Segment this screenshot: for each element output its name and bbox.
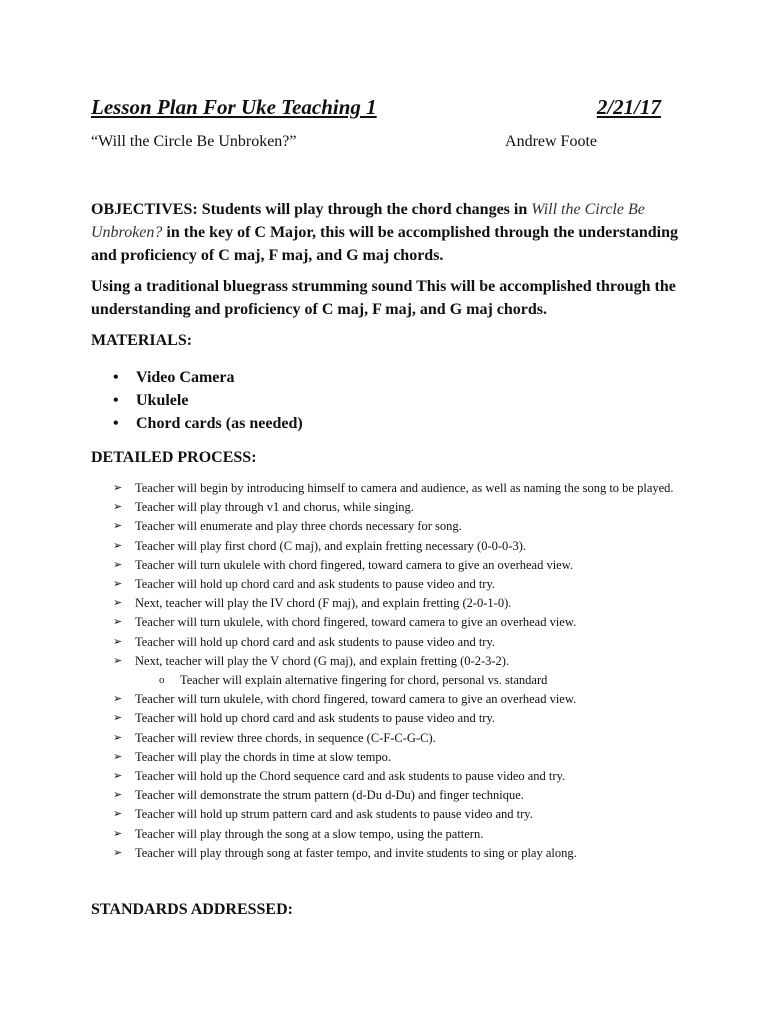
arrow-bullet-icon: ➢ [113,712,123,725]
step-text: Teacher will turn ukulele, with chord fingered, toward camera to give an overhead view. [135,692,577,707]
objectives-paragraph [91,198,681,267]
list-item [113,690,683,709]
subtitle-row [91,133,611,151]
list-item [113,366,303,389]
material-label: Ukulele [136,392,189,409]
arrow-bullet-icon: ➢ [113,731,123,744]
bullet-icon: • [113,392,119,409]
arrow-bullet-icon: ➢ [113,597,123,610]
arrow-bullet-icon: ➢ [113,808,123,821]
author-name: Andrew Foote [505,133,597,150]
list-item [113,517,683,536]
bullet-icon: • [113,415,119,432]
step-text: Teacher will explain alternative fingering for chord, personal vs. standard [180,673,548,688]
list-item [113,575,683,594]
arrow-bullet-icon: ➢ [113,578,123,591]
objectives-text-a: Students will play through the chord changes in [197,201,532,218]
list-item [113,786,683,805]
step-text: Teacher will enumerate and play three chords necessary for song. [135,519,462,534]
step-text: Teacher will play through the song at a slow tempo, using the pattern. [135,826,484,841]
lesson-title: Lesson Plan For Uke Teaching 1 [91,95,377,119]
title-row [91,95,661,120]
arrow-bullet-icon: ➢ [113,654,123,667]
standards-heading: STANDARDS ADDRESSED: [91,901,293,918]
list-item [113,767,683,786]
materials-list [113,366,303,435]
list-item [113,556,683,575]
arrow-bullet-icon: ➢ [113,693,123,706]
list-item [113,748,683,767]
step-text: Teacher will hold up chord card and ask students to pause video and try. [135,711,496,726]
arrow-bullet-icon: ➢ [113,846,123,859]
song-title: “Will the Circle Be Unbroken?” [91,133,297,150]
lesson-date: 2/21/17 [596,95,661,119]
sub-list-item [113,671,683,690]
arrow-bullet-icon: ➢ [113,520,123,533]
step-text: Teacher will play through song at faster tempo, and invite students to sing or play along. [135,845,577,860]
process-list [113,479,683,863]
step-text: Teacher will hold up strum pattern card and ask students to pause video and try. [135,807,533,822]
objectives-song-italic: Will the Circle Be Unbroken? [91,201,645,241]
material-label: Video Camera [136,369,235,386]
step-text: Teacher will demonstrate the strum pattern (d-Du d-Du) and finger technique. [135,788,524,803]
objectives-text-b: in the key of C Major, this will be accomplished through the understanding and proficiency of C maj, F maj, and G maj chords. [91,224,678,264]
list-item [113,412,303,435]
list-item [113,729,683,748]
strumming-paragraph: Using a traditional bluegrass strumming sound This will be accomplished through the understanding and proficiency of C maj, F maj, and G maj chords. [91,278,676,318]
list-item [113,479,683,498]
arrow-bullet-icon: ➢ [113,750,123,763]
circle-bullet-icon: o [159,674,165,687]
arrow-bullet-icon: ➢ [113,635,123,648]
arrow-bullet-icon: ➢ [113,789,123,802]
list-item [113,613,683,632]
list-item [113,844,683,863]
arrow-bullet-icon: ➢ [113,558,123,571]
list-item [113,594,683,613]
step-text: Teacher will review three chords, in sequence (C-F-C-G-C). [135,730,436,745]
arrow-bullet-icon: ➢ [113,770,123,783]
step-text: Teacher will turn ukulele, with chord fingered, toward camera to give an overhead view. [135,615,577,630]
arrow-bullet-icon: ➢ [113,482,123,494]
step-text: Teacher will play the chords in time at slow tempo. [135,749,391,764]
objectives-label: OBJECTIVES: [91,201,198,218]
list-item [113,709,683,728]
step-text: Next, teacher will play the V chord (G maj), and explain fretting (0-2-3-2). [135,653,510,668]
step-text: Next, teacher will play the IV chord (F maj), and explain fretting (2-0-1-0). [135,596,512,611]
list-item [113,537,683,556]
list-item [113,389,303,412]
arrow-bullet-icon: ➢ [113,616,123,629]
arrow-bullet-icon: ➢ [113,827,123,840]
step-text: Teacher will play first chord (C maj), and explain fretting necessary (0-0-0-3). [135,538,526,553]
step-text: Teacher will turn ukulele with chord fingered, toward camera to give an overhead view. [135,557,574,572]
list-item [113,633,683,652]
list-item [113,805,683,824]
list-item [113,825,683,844]
list-item [113,498,683,517]
material-label: Chord cards (as needed) [136,415,303,432]
list-item [113,652,683,671]
step-text: Teacher will hold up chord card and ask students to pause video and try. [135,577,496,592]
step-text: Teacher will hold up the Chord sequence card and ask students to pause video and try. [135,769,566,784]
arrow-bullet-icon: ➢ [113,501,123,514]
bullet-icon: • [113,369,119,386]
step-text: Teacher will play through v1 and chorus, while singing. [135,500,414,515]
arrow-bullet-icon: ➢ [113,539,123,552]
step-text: Teacher will begin by introducing himself to camera and audience, as well as naming the song to be played. [135,481,674,495]
process-heading: DETAILED PROCESS: [91,449,257,466]
materials-heading: MATERIALS: [91,332,193,349]
step-text: Teacher will hold up chord card and ask students to pause video and try. [135,634,496,649]
